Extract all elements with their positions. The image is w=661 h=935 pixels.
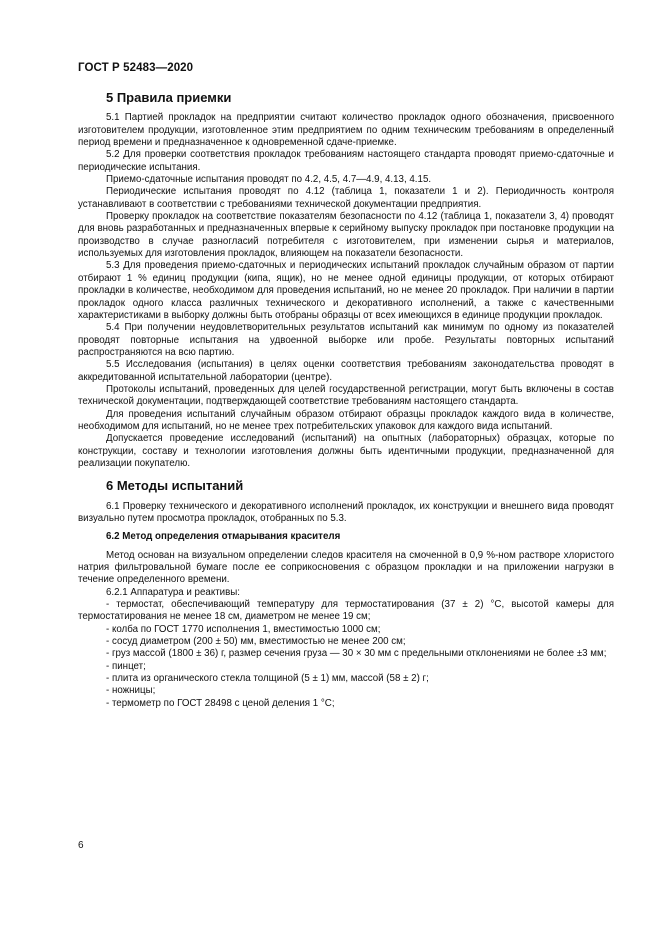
paragraph: Для проведения испытаний случайным образом отбирают образцы прокладок каждого вида в количестве, необходимом для испытаний, но не менее трех потребительских упаковок для каждого вида испытаний. — [78, 408, 614, 432]
section-6-body — [78, 501, 614, 711]
list-item: - груз массой (1800 ± 36) г, размер сечения груза — 30 × 30 мм с предельными отклонениями не более ±3 мм; — [106, 648, 607, 660]
subsection-6-2-title: 6.2 Метод определения отмарывания красителя — [106, 531, 341, 543]
list-item: - термометр по ГОСТ 28498 с ценой деления 1 °C; — [106, 697, 335, 709]
page-content — [78, 92, 614, 710]
list-item: - пинцет; — [106, 660, 146, 672]
paragraph: 5.1 Партией прокладок на предприятии считают количество прокладок одного обозначения, присвоенного изготовителем продукции, изготовленное этим предприятием по одним техническим требованиям в определенный период времени и предназначенное к одновременной сдаче-приемке. — [78, 112, 614, 149]
list-item: - термостат, обеспечивающий температуру для термостатирования (37 ± 2) °C, высотой камеры для термостатирования не менее 18 см, диаметром не менее 19 см; — [78, 599, 614, 623]
list-item: - плита из органического стекла толщиной (5 ± 1) мм, массой (58 ± 2) г; — [106, 673, 429, 685]
paragraph: 6.1 Проверку технического и декоративного исполнений прокладок, их конструкции и внешнего вида проводят визуально путем просмотра прокладок, отобранных по 5.3. — [78, 500, 614, 524]
standard-header: ГОСТ Р 52483—2020 — [78, 62, 194, 74]
list-item: - сосуд диаметром (200 ± 50) мм, вместимостью не менее 200 см; — [106, 636, 406, 648]
section-6-title: 6 Методы испытаний — [106, 478, 244, 494]
paragraph: Метод основан на визуальном определении следов красителя на смоченной в 0,9 %-ном растворе хлористого натрия фильтровальной бумаге после ее соприкосновения с образцом прокладки и на приложении нагрузки в течение определенного времени. — [78, 549, 614, 586]
paragraph: Периодические испытания проводят по 4.12 (таблица 1, показатели 1 и 2). Периодичность контроля устанавливают в соответствии с требованиями технической документации предприятия. — [78, 186, 614, 210]
section-5-body — [78, 112, 614, 470]
paragraph: 6.2.1 Аппаратура и реактивы: — [106, 586, 241, 598]
equipment-list — [78, 599, 614, 710]
paragraph: Проверку прокладок на соответствие показателям безопасности по 4.12 (таблица 1, показатели 3, 4) проводят для вновь разработанных и предназначенных впервые к серийному выпуску прокладок при постановке продукции на производство в случае разногласий потребителя с изготовителем, при изменении сырья и материалов, используемых для изготовления прокладок, влияющем на показатели безопасности. — [78, 211, 614, 260]
paragraph: Допускается проведение исследований (испытаний) на опытных (лабораторных) образцах, которые по конструкции, составу и технологии изготовления должны быть идентичными продукции, предназначенной для реализации покупателю. — [78, 433, 614, 469]
paragraph: 5.3 Для проведения приемо-сдаточных и периодических испытаний прокладок случайным образом от партии отбирают 1 % единиц продукции (кипа, ящик), но не менее одной единицы продукции, от которых отбирают прокладки в количестве, необходимом для проведения испытаний, но не менее 20 прокладок. При наличии в партии прокладок одного класса различных технического и декоративного исполнений, а также с качественными характеристиками в выборку должны быть отобраны образцы от всех имеющихся в единице продукции прокладок. — [78, 260, 614, 321]
page-number: 6 — [78, 840, 84, 851]
paragraph: Протоколы испытаний, проведенных для целей государственной регистрации, могут быть включены в состав технической документации, подтверждающей соответствие требованиям настоящего стандарта. — [78, 383, 614, 408]
list-item: - ножницы; — [106, 685, 156, 697]
paragraph: Приемо-сдаточные испытания проводят по 4.2, 4.5, 4.7—4.9, 4.13, 4.15. — [106, 174, 432, 186]
paragraph: 5.4 При получении неудовлетворительных результатов испытаний как минимум по одному из показателей проводят повторные испытания на удвоенной выборке или пробе. Результаты повторных испытаний распространяются на всю партию. — [78, 322, 614, 358]
paragraph: 5.2 Для проверки соответствия прокладок требованиям настоящего стандарта проводят приемо-сдаточные и периодические испытания. — [78, 149, 614, 173]
section-5-title: 5 Правила приемки — [106, 90, 232, 105]
paragraph: 5.5 Исследования (испытания) в целях оценки соответствия требованиям законодательства проводят в аккредитованной испытательной лаборатории (центре). — [78, 359, 614, 383]
list-item: - колба по ГОСТ 1770 исполнения 1, вместимостью 1000 см; — [106, 623, 381, 635]
